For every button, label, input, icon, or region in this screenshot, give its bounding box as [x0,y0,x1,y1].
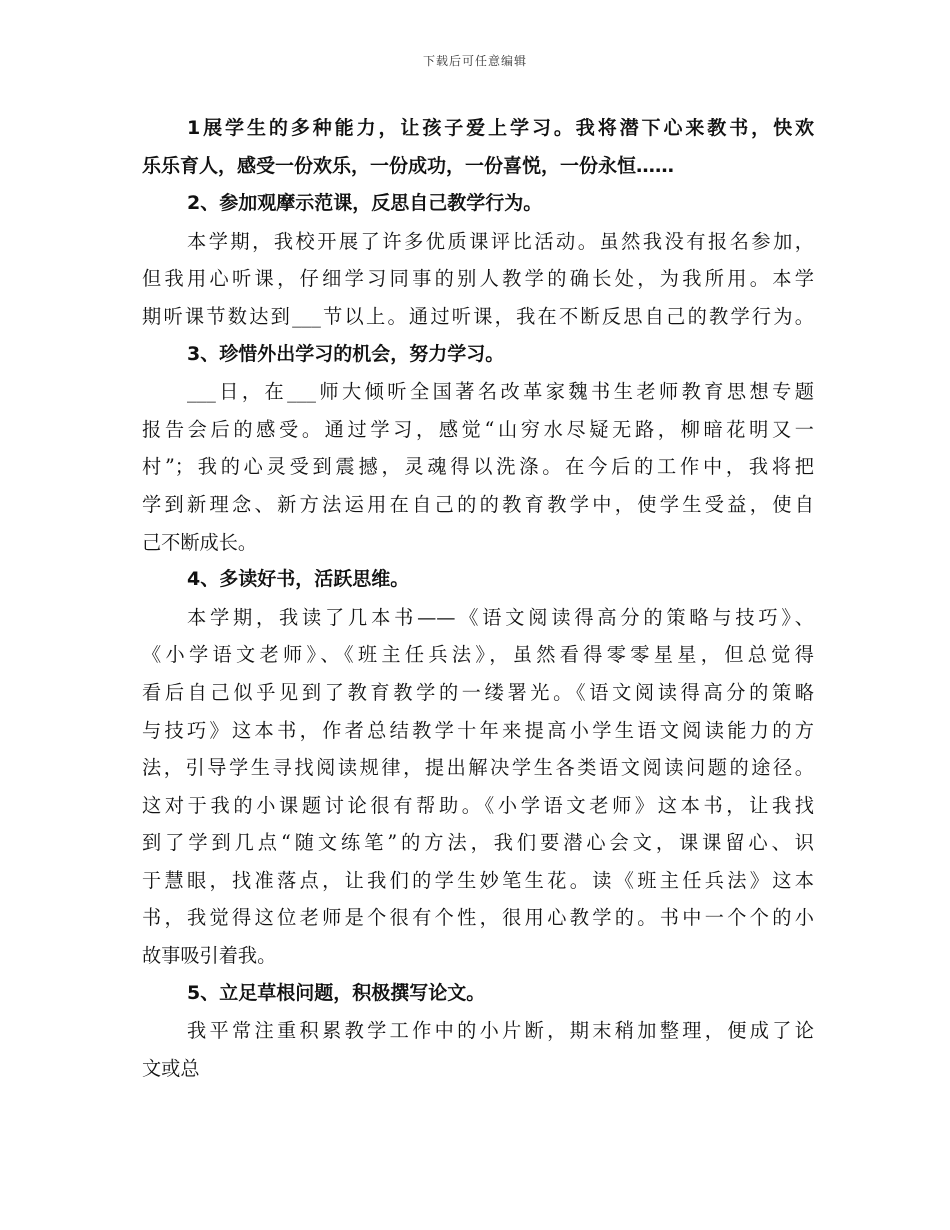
paragraph-line: 故事吸引着我。 [142,944,277,968]
paragraph-line: 与技巧》这本书，作者总结教学十年来提高小学生语文阅读能力的方 [142,718,814,742]
section-heading-line: 2、参加观摩示范课，反思自己教学行为。 [187,192,543,215]
paragraph-line: 报告会后的感受。通过学习，感觉“山穷水尽疑无路，柳暗花明又一 [142,417,814,441]
paragraph-line: 学到新理念、新方法运用在自己的的教育教学中，使学生受益，使自 [142,492,814,516]
paragraph-line: 看后自己似乎见到了教育教学的一缕署光。《语文阅读得高分的策略 [142,680,814,704]
section-heading-line: 4、多读好书，活跃思维。 [187,568,410,591]
section-heading-line: 5、立足草根问题，积极撰写论文。 [187,981,486,1004]
paragraph-line: 期听课节数达到___节以上。通过听课，我在不断反思自己的教学行为。 [142,304,814,328]
paragraph-line: 到了学到几点“随文练笔”的方法，我们要潜心会文，课课留心、识 [142,831,814,855]
paragraph-line: ___日，在___师大倾听全国著名改革家魏书生老师教育思想专题 [187,380,814,404]
paragraph-line: 己不断成长。 [142,530,258,554]
paragraph-line: 但我用心听课，仔细学习同事的别人教学的确长处，为我所用。本学 [142,267,814,291]
paragraph-line: 本学期，我读了几本书——《语文阅读得高分的策略与技巧》、 [187,605,814,629]
document-body [142,110,814,1087]
paragraph-line: 法，引导学生寻找阅读规律，提出解决学生各类语文阅读问题的途径。 [142,756,814,780]
page-header: 下载后可任意编辑 [422,54,527,68]
paragraph-line: 书，我觉得这位老师是个很有个性，很用心教学的。书中一个个的小 [142,906,814,930]
paragraph-line: 我平常注重积累教学工作中的小片断，期末稍加整理，便成了论 [187,1019,814,1043]
paragraph-line: 村”；我的心灵受到震撼，灵魂得以洗涤。在今后的工作中，我将把 [142,455,814,479]
section-heading-line: 3、珍惜外出学习的机会，努力学习。 [187,342,505,365]
paragraph-line: 这对于我的小课题讨论很有帮助。《小学语文老师》这本书，让我找 [142,793,814,817]
section-heading-line: 乐乐育人，感受一份欢乐，一份成功，一份喜悦，一份永恒…… [142,154,675,177]
paragraph-line: 于慧眼，找准落点，让我们的学生妙笔生花。读《班主任兵法》这本 [142,868,814,892]
paragraph-line: 文或总 [142,1056,200,1080]
paragraph-line: 《小学语文老师》、《班主任兵法》，虽然看得零零星星，但总觉得 [142,643,814,667]
paragraph-line: 本学期，我校开展了许多优质课评比活动。虽然我没有报名参加， [187,229,814,253]
section-heading-line: 1展学生的多种能力，让孩子爱上学习。我将潜下心来教书，快欢 [187,117,814,139]
